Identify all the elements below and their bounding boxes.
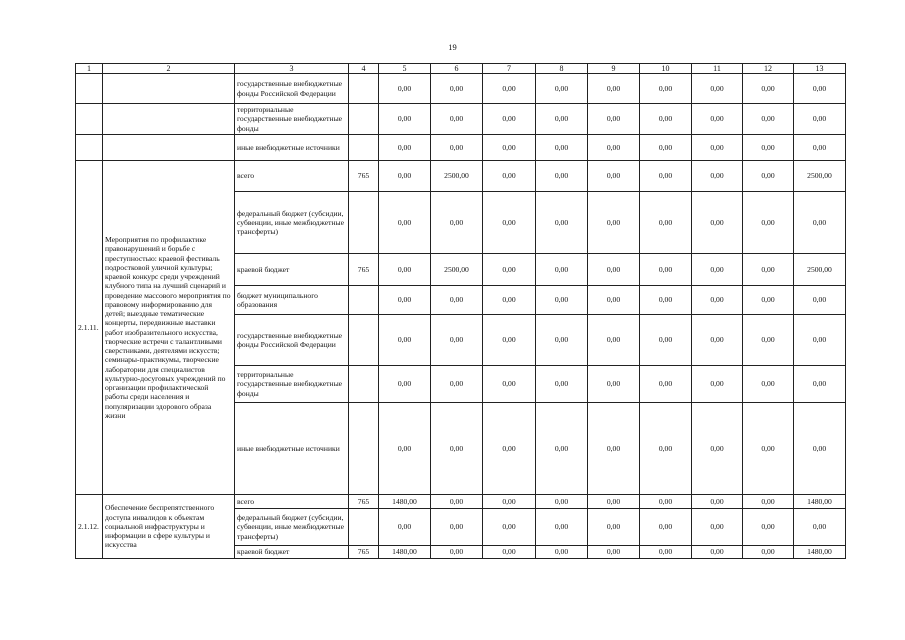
amount-cell: 0,00 <box>588 509 640 546</box>
amount-cell: 0,00 <box>379 315 431 366</box>
amount-cell: 0,00 <box>794 403 846 495</box>
amount-cell: 0,00 <box>743 135 794 161</box>
amount-cell: 0,00 <box>431 315 483 366</box>
amount-cell: 0,00 <box>379 366 431 403</box>
code-765-cell <box>349 366 379 403</box>
amount-cell: 0,00 <box>379 161 431 192</box>
table-row <box>76 104 846 135</box>
amount-cell: 0,00 <box>536 192 588 254</box>
amount-cell: 0,00 <box>794 315 846 366</box>
amount-cell: 0,00 <box>431 104 483 135</box>
column-header: 12 <box>743 64 794 74</box>
amount-cell: 0,00 <box>536 509 588 546</box>
amount-cell: 0,00 <box>379 192 431 254</box>
amount-cell: 0,00 <box>640 366 692 403</box>
amount-cell: 2500,00 <box>431 161 483 192</box>
amount-cell: 0,00 <box>692 366 743 403</box>
amount-cell: 0,00 <box>794 74 846 104</box>
funding-source-cell: государственные внебюджетные фонды Российской Федерации <box>235 74 349 104</box>
code-765-cell <box>349 286 379 315</box>
amount-cell: 0,00 <box>743 315 794 366</box>
amount-cell: 0,00 <box>379 254 431 286</box>
amount-cell: 0,00 <box>588 104 640 135</box>
amount-cell: 0,00 <box>794 104 846 135</box>
amount-cell: 0,00 <box>588 315 640 366</box>
amount-cell: 0,00 <box>431 509 483 546</box>
amount-cell: 0,00 <box>588 135 640 161</box>
amount-cell: 0,00 <box>588 495 640 509</box>
amount-cell: 0,00 <box>794 192 846 254</box>
amount-cell: 0,00 <box>431 403 483 495</box>
table-body <box>76 64 846 559</box>
funding-source-cell: территориальные государственные внебюджетные фонды <box>235 366 349 403</box>
code-765-cell: 765 <box>349 254 379 286</box>
amount-cell: 0,00 <box>588 74 640 104</box>
amount-cell: 0,00 <box>640 161 692 192</box>
amount-cell: 0,00 <box>536 403 588 495</box>
column-header: 9 <box>588 64 640 74</box>
amount-cell: 0,00 <box>588 286 640 315</box>
amount-cell: 0,00 <box>431 366 483 403</box>
item-description-cell: Мероприятия по профилактике правонарушений и борьбе с преступностью: краевой фестиваль подростковой уличной культуры; краевой конкурс среди учреждений клубного типа на лучший сценарий и проведение массового мероприятия по правовому информированию для детей; выездные тематические концерты, передвижные выставки работ изобразительного искусства, творческие встречи с талантливыми сверстниками, деятелями искусств; семинары-практикумы, творческие лаборатории для специалистов культурно-досуговых учреждений по организации профилактической работы среди населения и популяризации здорового образа жизни <box>103 161 235 495</box>
amount-cell: 0,00 <box>640 286 692 315</box>
amount-cell: 0,00 <box>743 403 794 495</box>
amount-cell: 0,00 <box>743 286 794 315</box>
amount-cell: 0,00 <box>692 315 743 366</box>
amount-cell: 0,00 <box>483 366 536 403</box>
funding-source-cell: территориальные государственные внебюджетные фонды <box>235 104 349 135</box>
amount-cell: 1480,00 <box>379 495 431 509</box>
amount-cell: 0,00 <box>692 286 743 315</box>
amount-cell: 1480,00 <box>379 546 431 559</box>
amount-cell: 0,00 <box>640 403 692 495</box>
amount-cell: 0,00 <box>431 546 483 559</box>
amount-cell: 0,00 <box>536 495 588 509</box>
amount-cell: 0,00 <box>483 495 536 509</box>
amount-cell: 0,00 <box>536 135 588 161</box>
amount-cell: 0,00 <box>692 74 743 104</box>
amount-cell: 0,00 <box>743 509 794 546</box>
amount-cell: 0,00 <box>640 104 692 135</box>
amount-cell: 1480,00 <box>794 546 846 559</box>
column-header: 10 <box>640 64 692 74</box>
code-765-cell <box>349 403 379 495</box>
amount-cell: 0,00 <box>640 546 692 559</box>
amount-cell: 0,00 <box>692 495 743 509</box>
table-row <box>76 135 846 161</box>
amount-cell: 0,00 <box>588 254 640 286</box>
amount-cell: 2500,00 <box>431 254 483 286</box>
code-765-cell <box>349 135 379 161</box>
column-header: 2 <box>103 64 235 74</box>
page-number: 19 <box>448 42 457 52</box>
amount-cell: 0,00 <box>588 403 640 495</box>
amount-cell: 0,00 <box>483 104 536 135</box>
code-765-cell: 765 <box>349 161 379 192</box>
amount-cell: 0,00 <box>588 546 640 559</box>
amount-cell: 0,00 <box>692 161 743 192</box>
amount-cell: 0,00 <box>640 509 692 546</box>
column-header: 6 <box>431 64 483 74</box>
item-code-cell <box>76 74 103 104</box>
column-header: 1 <box>76 64 103 74</box>
funding-source-cell: всего <box>235 495 349 509</box>
code-765-cell <box>349 509 379 546</box>
amount-cell: 0,00 <box>536 254 588 286</box>
amount-cell: 0,00 <box>794 509 846 546</box>
amount-cell: 0,00 <box>379 286 431 315</box>
amount-cell: 0,00 <box>640 135 692 161</box>
code-765-cell <box>349 104 379 135</box>
amount-cell: 0,00 <box>692 509 743 546</box>
amount-cell: 0,00 <box>536 546 588 559</box>
budget-table <box>75 63 846 559</box>
amount-cell: 0,00 <box>536 286 588 315</box>
code-765-cell <box>349 315 379 366</box>
amount-cell: 0,00 <box>431 135 483 161</box>
amount-cell: 0,00 <box>483 74 536 104</box>
amount-cell: 0,00 <box>743 192 794 254</box>
funding-source-cell: федеральный бюджет (субсидии, субвенции, иные межбюджетные трансферты) <box>235 509 349 546</box>
amount-cell: 0,00 <box>640 74 692 104</box>
column-header: 5 <box>379 64 431 74</box>
code-765-cell: 765 <box>349 546 379 559</box>
table-row <box>76 161 846 192</box>
item-code-cell: 2.1.12. <box>76 495 103 559</box>
amount-cell: 0,00 <box>640 495 692 509</box>
amount-cell: 0,00 <box>431 192 483 254</box>
amount-cell: 0,00 <box>379 104 431 135</box>
amount-cell: 0,00 <box>794 286 846 315</box>
column-header: 7 <box>483 64 536 74</box>
amount-cell: 0,00 <box>536 315 588 366</box>
funding-source-cell: федеральный бюджет (субсидии, субвенции, иные межбюджетные трансферты) <box>235 192 349 254</box>
amount-cell: 0,00 <box>379 74 431 104</box>
table-row <box>76 495 846 509</box>
column-header: 13 <box>794 64 846 74</box>
item-description-cell <box>103 104 235 135</box>
item-code-cell <box>76 104 103 135</box>
amount-cell: 0,00 <box>483 509 536 546</box>
amount-cell: 0,00 <box>483 315 536 366</box>
amount-cell: 0,00 <box>743 74 794 104</box>
amount-cell: 0,00 <box>431 495 483 509</box>
amount-cell: 0,00 <box>483 403 536 495</box>
amount-cell: 0,00 <box>743 104 794 135</box>
amount-cell: 0,00 <box>692 104 743 135</box>
amount-cell: 0,00 <box>640 254 692 286</box>
funding-source-cell: краевой бюджет <box>235 254 349 286</box>
amount-cell: 0,00 <box>640 192 692 254</box>
funding-source-cell: государственные внебюджетные фонды Российской Федерации <box>235 315 349 366</box>
header-row <box>76 64 846 74</box>
amount-cell: 0,00 <box>588 366 640 403</box>
funding-source-cell: всего <box>235 161 349 192</box>
funding-source-cell: краевой бюджет <box>235 546 349 559</box>
code-765-cell: 765 <box>349 495 379 509</box>
amount-cell: 0,00 <box>483 286 536 315</box>
item-code-cell <box>76 135 103 161</box>
amount-cell: 0,00 <box>483 546 536 559</box>
column-header: 11 <box>692 64 743 74</box>
amount-cell: 0,00 <box>379 403 431 495</box>
item-description-cell: Обеспечение беспрепятственного доступа инвалидов к объектам социальной инфраструктуры и информации в сфере культуры и искусства <box>103 495 235 559</box>
amount-cell: 0,00 <box>794 135 846 161</box>
amount-cell: 0,00 <box>536 74 588 104</box>
amount-cell: 0,00 <box>431 286 483 315</box>
funding-source-cell: иные внебюджетные источники <box>235 403 349 495</box>
item-description-cell <box>103 74 235 104</box>
amount-cell: 0,00 <box>379 509 431 546</box>
amount-cell: 0,00 <box>743 161 794 192</box>
amount-cell: 0,00 <box>794 366 846 403</box>
code-765-cell <box>349 192 379 254</box>
code-765-cell <box>349 74 379 104</box>
amount-cell: 0,00 <box>379 135 431 161</box>
amount-cell: 0,00 <box>588 192 640 254</box>
amount-cell: 0,00 <box>536 104 588 135</box>
amount-cell: 0,00 <box>536 161 588 192</box>
amount-cell: 1480,00 <box>794 495 846 509</box>
amount-cell: 0,00 <box>431 74 483 104</box>
amount-cell: 0,00 <box>483 192 536 254</box>
amount-cell: 0,00 <box>692 546 743 559</box>
column-header: 4 <box>349 64 379 74</box>
item-description-cell <box>103 135 235 161</box>
amount-cell: 0,00 <box>483 254 536 286</box>
amount-cell: 0,00 <box>640 315 692 366</box>
amount-cell: 0,00 <box>743 254 794 286</box>
amount-cell: 0,00 <box>483 161 536 192</box>
amount-cell: 2500,00 <box>794 161 846 192</box>
item-code-cell: 2.1.11. <box>76 161 103 495</box>
amount-cell: 0,00 <box>692 135 743 161</box>
funding-source-cell: иные внебюджетные источники <box>235 135 349 161</box>
amount-cell: 0,00 <box>692 254 743 286</box>
amount-cell: 0,00 <box>743 495 794 509</box>
table-row <box>76 74 846 104</box>
column-header: 8 <box>536 64 588 74</box>
amount-cell: 0,00 <box>483 135 536 161</box>
funding-source-cell: бюджет муниципального образования <box>235 286 349 315</box>
amount-cell: 0,00 <box>692 192 743 254</box>
amount-cell: 0,00 <box>692 403 743 495</box>
amount-cell: 0,00 <box>536 366 588 403</box>
amount-cell: 0,00 <box>588 161 640 192</box>
amount-cell: 2500,00 <box>794 254 846 286</box>
column-header: 3 <box>235 64 349 74</box>
amount-cell: 0,00 <box>743 546 794 559</box>
amount-cell: 0,00 <box>743 366 794 403</box>
